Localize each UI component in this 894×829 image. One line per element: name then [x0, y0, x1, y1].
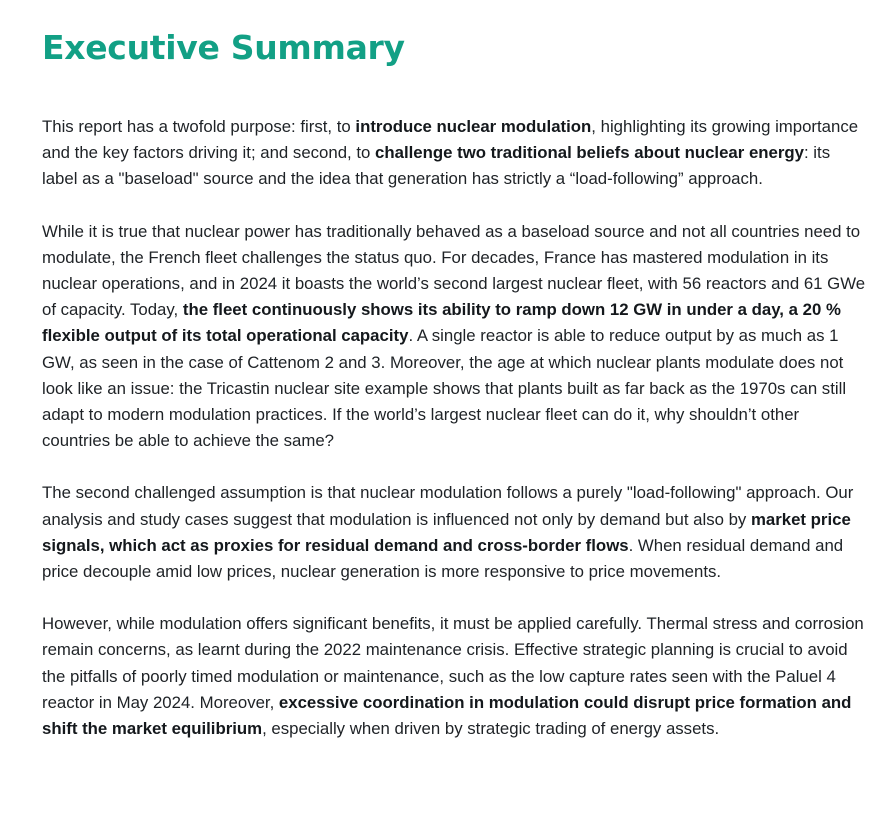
- text-run: . When residual demand and price decouple amid low prices, nuclear generation is more responsive to price movements.: [42, 535, 844, 582]
- emphasis-run: the fleet continuously shows its ability to ramp down 12 GW in under a day, a 20 % flexible output of its total operational capacity: [42, 300, 841, 346]
- text-run: . A single reactor is able to reduce output by as much as 1 GW, as seen in the case of Cattenom 2 and 3. Moreover, the age at which nuclear plants modulate does not look like an issue: the Tricastin nuclear site example shows that plants built as far back as the 1970s can still adapt to modern modulation practices. If the world’s largest nuclear fleet can do it, why shouldn’t other countries be able to achieve the same?: [42, 326, 847, 451]
- emphasis-run: market price signals, which act as proxies for residual demand and cross-border flows: [42, 509, 851, 555]
- summary-body: [42, 114, 866, 742]
- text-run: While it is true that nuclear power has traditionally behaved as a baseload source and not all countries need to modulate, the French fleet challenges the status quo. For decades, France has mastered modulation in its nuclear operations, and in 2024 it boasts the world’s second largest nuclear fleet, with 56 reactors and 61 GWe of capacity. Today,: [42, 221, 866, 320]
- text-run: However, while modulation offers significant benefits, it must be applied carefully. Thermal stress and corrosion remain concerns, as learnt during the 2022 maintenance crisis. Effective strategic planning is crucial to avoid the pitfalls of poorly timed modulation or maintenance, such as the low capture rates seen with the Paluel 4 reactor in May 2024. Moreover,: [42, 614, 864, 712]
- document-page: [42, 26, 866, 742]
- text-run: : its label as a "baseload" source and the idea that generation has strictly a “load-following” approach.: [42, 143, 831, 189]
- emphasis-run: challenge two traditional beliefs about nuclear energy: [375, 143, 804, 163]
- page-title: Executive Summary: [42, 28, 405, 67]
- emphasis-run: introduce nuclear modulation: [355, 117, 592, 136]
- text-run: The second challenged assumption is that nuclear modulation follows a purely "load-following" approach. Our analysis and study cases suggest that modulation is influenced not only by demand but also by: [42, 483, 854, 529]
- emphasis-run: excessive coordination in modulation could disrupt price formation and shift the market equilibrium: [42, 692, 852, 739]
- paragraph-purpose: [42, 114, 866, 193]
- paragraph-french-fleet: [42, 219, 866, 455]
- paragraph-risks: [42, 611, 866, 742]
- text-run: , especially when driven by strategic trading of energy assets.: [262, 719, 720, 739]
- text-run: , highlighting its growing importance and the key factors driving it; and second, to: [42, 117, 859, 163]
- text-run: This report has a twofold purpose: first, to: [42, 117, 356, 136]
- paragraph-load-following: [42, 480, 866, 585]
